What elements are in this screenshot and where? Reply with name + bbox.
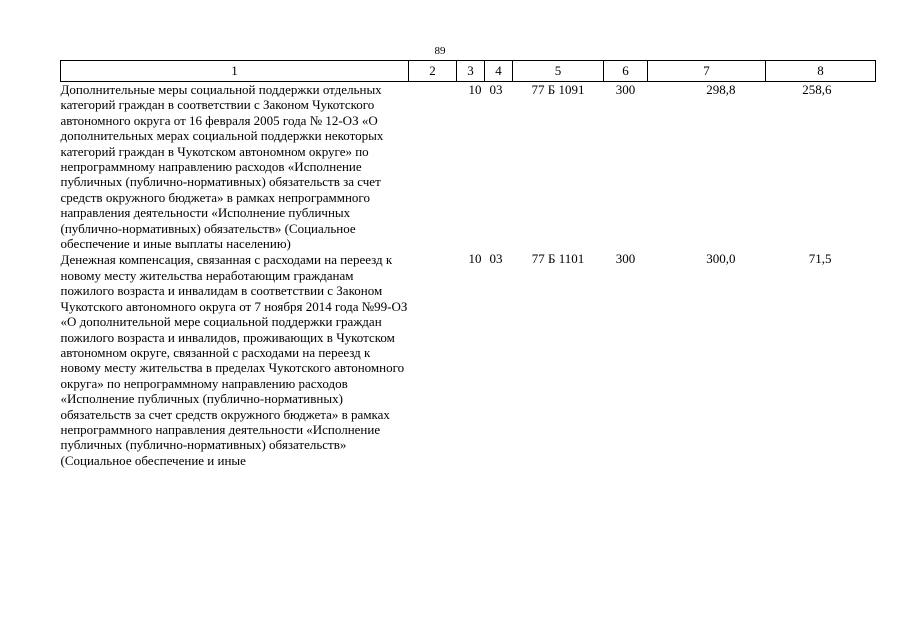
table-header bbox=[61, 61, 876, 82]
row-amount-actual: 71,5 bbox=[808, 251, 832, 267]
row-expense-type: 300 bbox=[615, 251, 636, 267]
header-col-4: 4 bbox=[485, 61, 513, 82]
row-expense-type: 300 bbox=[615, 82, 636, 97]
row-description: Денежная компенсация, связанная с расходами на переезд к новому месту жительства неработающим гражданам пожилого возраста и инвалидам в соответствии с Законом Чукотского автономного округа от 7 ноября 2014 года №99-ОЗ «О дополнительной мере социальной поддержки граждан пожилого возраста и инвалидов, проживающих в Чукотском автономном округе, связанной с расходами на переезд к новому месту жительства в пределах Чукотского автономного округа» по непрограммному направлению расходов «Исполнение публичных (публично-нормативных) обязательств за счет средств окружного бюджета» в рамках непрограммного направления деятельности «Исполнение публичных (публично-нормативных) обязательств» (Социальное обеспечение и иные bbox=[60, 252, 408, 468]
page-number: 89 bbox=[434, 45, 446, 57]
header-col-5: 5 bbox=[513, 61, 604, 82]
header-col-1: 1 bbox=[61, 61, 409, 82]
row-target-article: 77 Б 1091 bbox=[531, 82, 585, 97]
row-target-article: 77 Б 1101 bbox=[531, 251, 585, 267]
row-description: Дополнительные меры социальной поддержки отдельных категорий граждан в соответствии с Законом Чукотского автономного округа от 16 февраля 2005 года № 12-ОЗ «О дополнительных мерах социальной поддержки некоторых категорий граждан в Чукотском автономном округе» по непрограммному направлению расходов «Исполнение публичных (публично-нормативных) обязательств за счет средств окружного бюджета» в рамках непрограммного направления деятельности «Исполнение публичных (публично-нормативных) обязательств» (Социальное обеспечение и иные выплаты населению) bbox=[60, 82, 384, 252]
row-col-2 bbox=[409, 82, 457, 252]
row-amount-planned: 298,8 bbox=[706, 82, 736, 97]
header-row bbox=[61, 61, 876, 82]
table-row bbox=[61, 82, 876, 252]
budget-table bbox=[60, 60, 876, 468]
table-row bbox=[61, 251, 876, 468]
header-col-3: 3 bbox=[457, 61, 485, 82]
header-col-7: 7 bbox=[648, 61, 766, 82]
header-col-2: 2 bbox=[409, 61, 457, 82]
row-subsection: 03 bbox=[489, 82, 503, 97]
row-amount-actual: 258,6 bbox=[802, 82, 832, 97]
header-col-6: 6 bbox=[604, 61, 648, 82]
row-section: 10 bbox=[468, 251, 482, 267]
row-subsection: 03 bbox=[489, 251, 503, 267]
row-col-2 bbox=[409, 251, 457, 468]
row-section: 10 bbox=[468, 82, 482, 97]
header-col-8: 8 bbox=[766, 61, 876, 82]
row-amount-planned: 300,0 bbox=[706, 251, 736, 267]
